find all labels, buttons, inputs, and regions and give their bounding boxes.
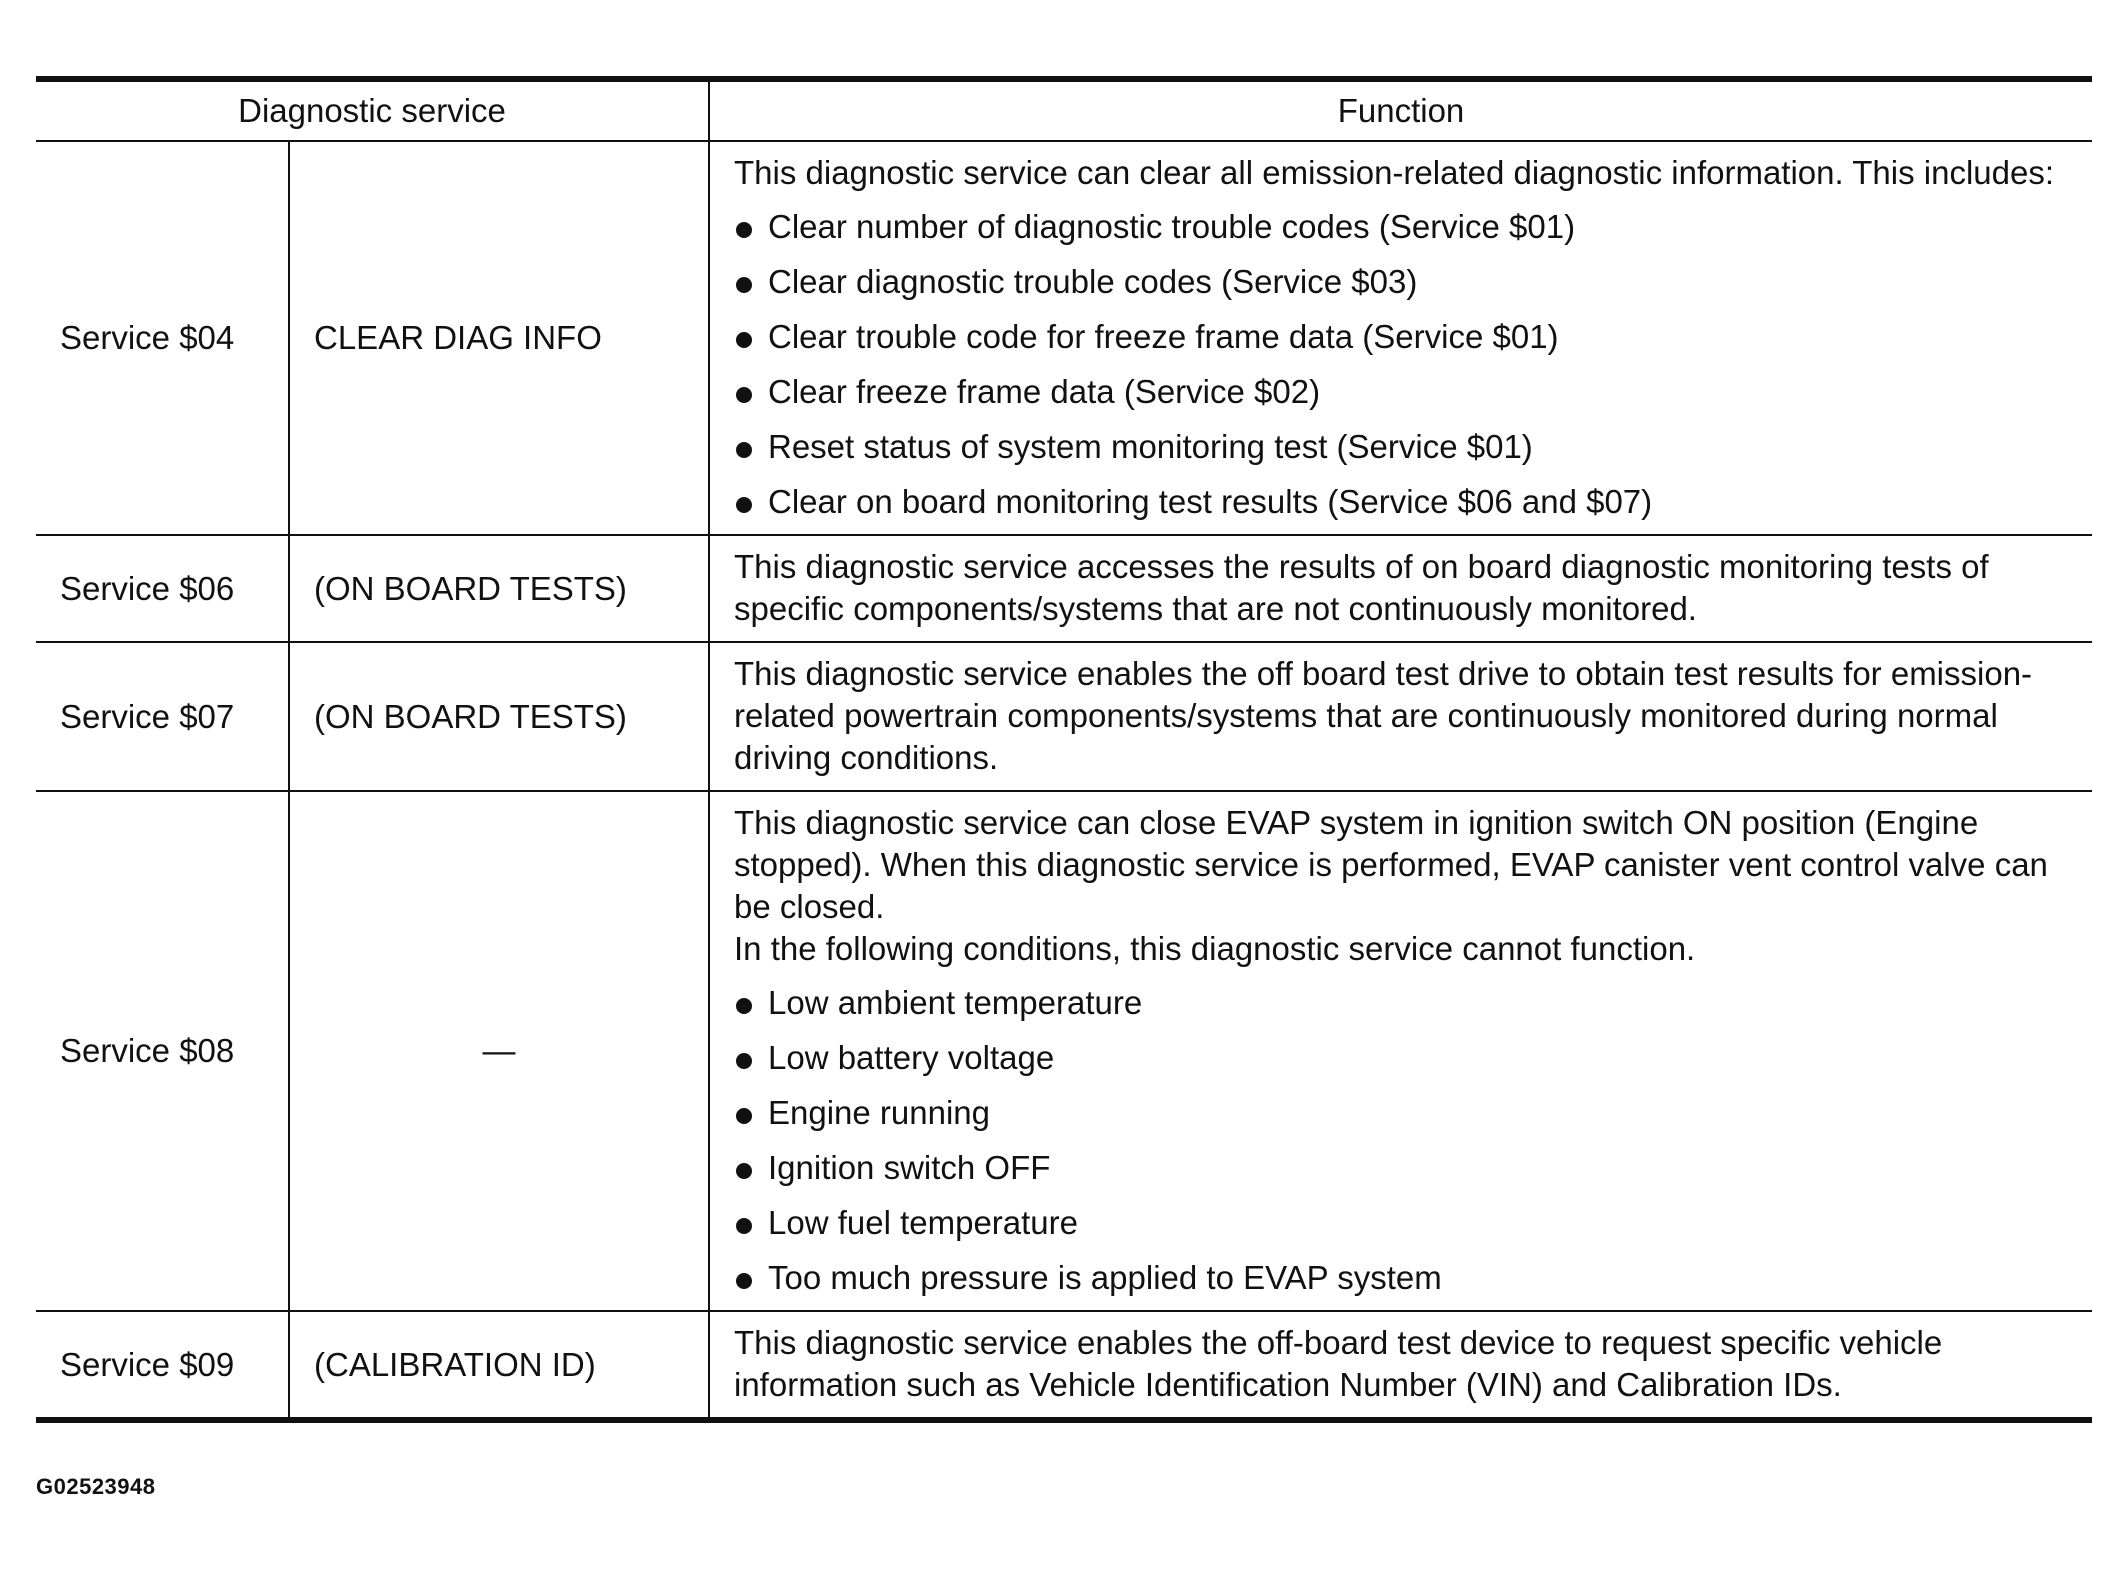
service-name: (ON BOARD TESTS) bbox=[289, 642, 709, 791]
service-code: Service $09 bbox=[36, 1311, 289, 1420]
bullet-item: Clear number of diagnostic trouble codes (Service $01) bbox=[734, 206, 2068, 248]
bullet-item: Low battery voltage bbox=[734, 1037, 2068, 1079]
bullet-item: Low fuel temperature bbox=[734, 1202, 2068, 1244]
table-row bbox=[36, 535, 2092, 642]
function-paragraph: This diagnostic service accesses the results of on board diagnostic monitoring tests of specific components/systems that are not continuously monitored. bbox=[734, 548, 1989, 627]
bullet-item: Clear on board monitoring test results (Service $06 and $07) bbox=[734, 481, 2068, 523]
function-paragraph: This diagnostic service enables the off-board test device to request specific vehicle information such as Vehicle Identification Number (VIN) and Calibration IDs. bbox=[734, 1324, 1943, 1403]
function-paragraph: In the following conditions, this diagnostic service cannot function. bbox=[734, 930, 1696, 967]
header-function: Function bbox=[709, 79, 2092, 141]
table-row bbox=[36, 642, 2092, 791]
function-paragraph: This diagnostic service can clear all emission-related diagnostic information. This includes: bbox=[734, 154, 2054, 191]
table-row bbox=[36, 1311, 2092, 1420]
function-paragraph: This diagnostic service enables the off board test drive to obtain test results for emission-related powertrain components/systems that are continuously monitored during normal driving conditions. bbox=[734, 655, 2033, 776]
function-description bbox=[709, 141, 2092, 535]
function-bullet-list bbox=[734, 982, 2068, 1299]
function-description bbox=[709, 535, 2092, 642]
bullet-item: Clear diagnostic trouble codes (Service $03) bbox=[734, 261, 2068, 303]
service-name: (ON BOARD TESTS) bbox=[289, 535, 709, 642]
bullet-item: Clear freeze frame data (Service $02) bbox=[734, 371, 2068, 413]
bullet-item: Engine running bbox=[734, 1092, 2068, 1134]
figure-id-label: G02523948 bbox=[36, 1474, 156, 1499]
function-description bbox=[709, 642, 2092, 791]
function-description bbox=[709, 791, 2092, 1311]
bullet-item: Low ambient temperature bbox=[734, 982, 2068, 1024]
service-code: Service $08 bbox=[36, 791, 289, 1311]
bullet-item: Ignition switch OFF bbox=[734, 1147, 2068, 1189]
diagnostic-service-table bbox=[36, 76, 2092, 1423]
table-row bbox=[36, 141, 2092, 535]
bullet-item: Too much pressure is applied to EVAP system bbox=[734, 1257, 2068, 1299]
table-header-row bbox=[36, 79, 2092, 141]
service-name: (CALIBRATION ID) bbox=[289, 1311, 709, 1420]
table-row bbox=[36, 791, 2092, 1311]
service-code: Service $07 bbox=[36, 642, 289, 791]
service-name: — bbox=[289, 791, 709, 1311]
function-bullet-list bbox=[734, 206, 2068, 523]
service-code: Service $06 bbox=[36, 535, 289, 642]
bullet-item: Clear trouble code for freeze frame data (Service $01) bbox=[734, 316, 2068, 358]
header-diagnostic-service: Diagnostic service bbox=[36, 79, 709, 141]
function-paragraph: This diagnostic service can close EVAP system in ignition switch ON position (Engine stopped). When this diagnostic service is performed, EVAP canister vent control valve can be closed. bbox=[734, 804, 2048, 925]
function-description bbox=[709, 1311, 2092, 1420]
service-name: CLEAR DIAG INFO bbox=[289, 141, 709, 535]
bullet-item: Reset status of system monitoring test (Service $01) bbox=[734, 426, 2068, 468]
service-code: Service $04 bbox=[36, 141, 289, 535]
